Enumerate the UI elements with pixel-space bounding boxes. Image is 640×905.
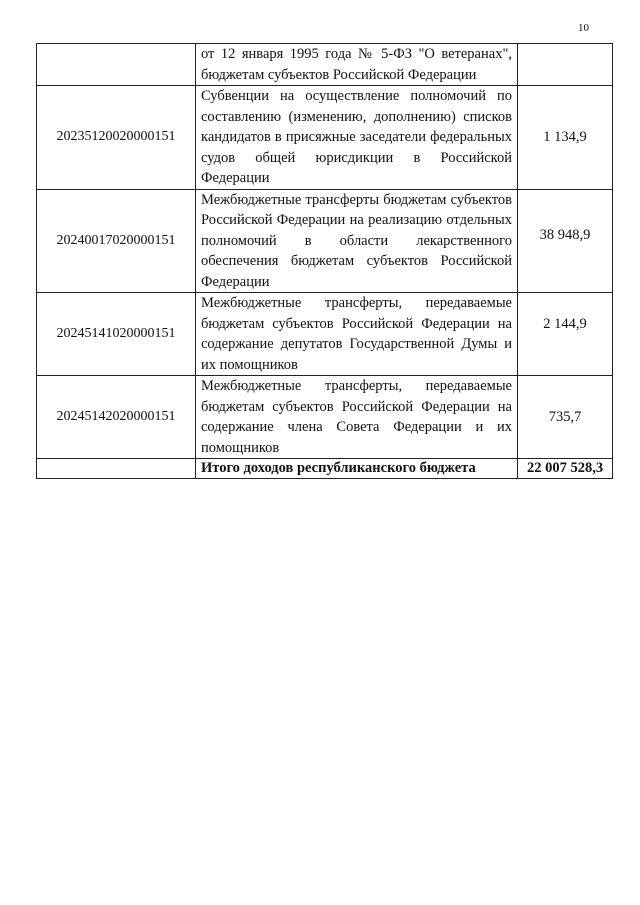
table-row <box>37 86 613 190</box>
amount-value: 38 948,9 <box>539 226 591 243</box>
total-label: Итого доходов республиканского бюджета <box>196 459 518 479</box>
budget-code-cell: 20245142020000151 <box>37 376 196 459</box>
table-row <box>37 44 613 86</box>
amount-value: 2 144,9 <box>543 316 587 332</box>
amount-cell: 1 134,9 <box>518 86 613 190</box>
table-row <box>37 376 613 459</box>
total-code-cell <box>37 459 196 479</box>
table-row <box>37 189 613 293</box>
income-name-cell: Субвенции на осуществление полномочий по составлению (изменению, дополнению) списков кандидатов в присяжные заседатели федеральных судов общей юрисдикции в Российской Федерации <box>196 86 518 190</box>
income-name-cell: Межбюджетные трансферты, передаваемые бюджетам субъектов Российской Федерации на содержание члена Совета Федерации и их помощников <box>196 376 518 459</box>
budget-table <box>36 43 613 479</box>
budget-code-cell: 20235120020000151 <box>37 86 196 190</box>
income-name-cell: Межбюджетные трансферты бюджетам субъектов Российской Федерации на реализацию отдельных полномочий в области лекарственного обеспечения бюджетам субъектов Российской Федерации <box>196 189 518 293</box>
budget-code-cell: 20245141020000151 <box>37 293 196 376</box>
income-name-cell: Межбюджетные трансферты, передаваемые бюджетам субъектов Российской Федерации на содержание депутатов Государственной Думы и их помощников <box>196 293 518 376</box>
amount-cell <box>518 293 613 376</box>
total-row <box>37 459 613 479</box>
page-number: 10 <box>578 22 589 34</box>
table-row <box>37 293 613 376</box>
income-name-cell: от 12 января 1995 года № 5-ФЗ "О ветеранах", бюджетам субъектов Российской Федерации <box>196 44 518 86</box>
amount-cell: 735,7 <box>518 376 613 459</box>
total-amount: 22 007 528,3 <box>518 459 613 479</box>
budget-code-cell: 20240017020000151 <box>37 189 196 293</box>
amount-cell <box>518 44 613 86</box>
budget-code-cell <box>37 44 196 86</box>
amount-cell <box>518 189 613 293</box>
